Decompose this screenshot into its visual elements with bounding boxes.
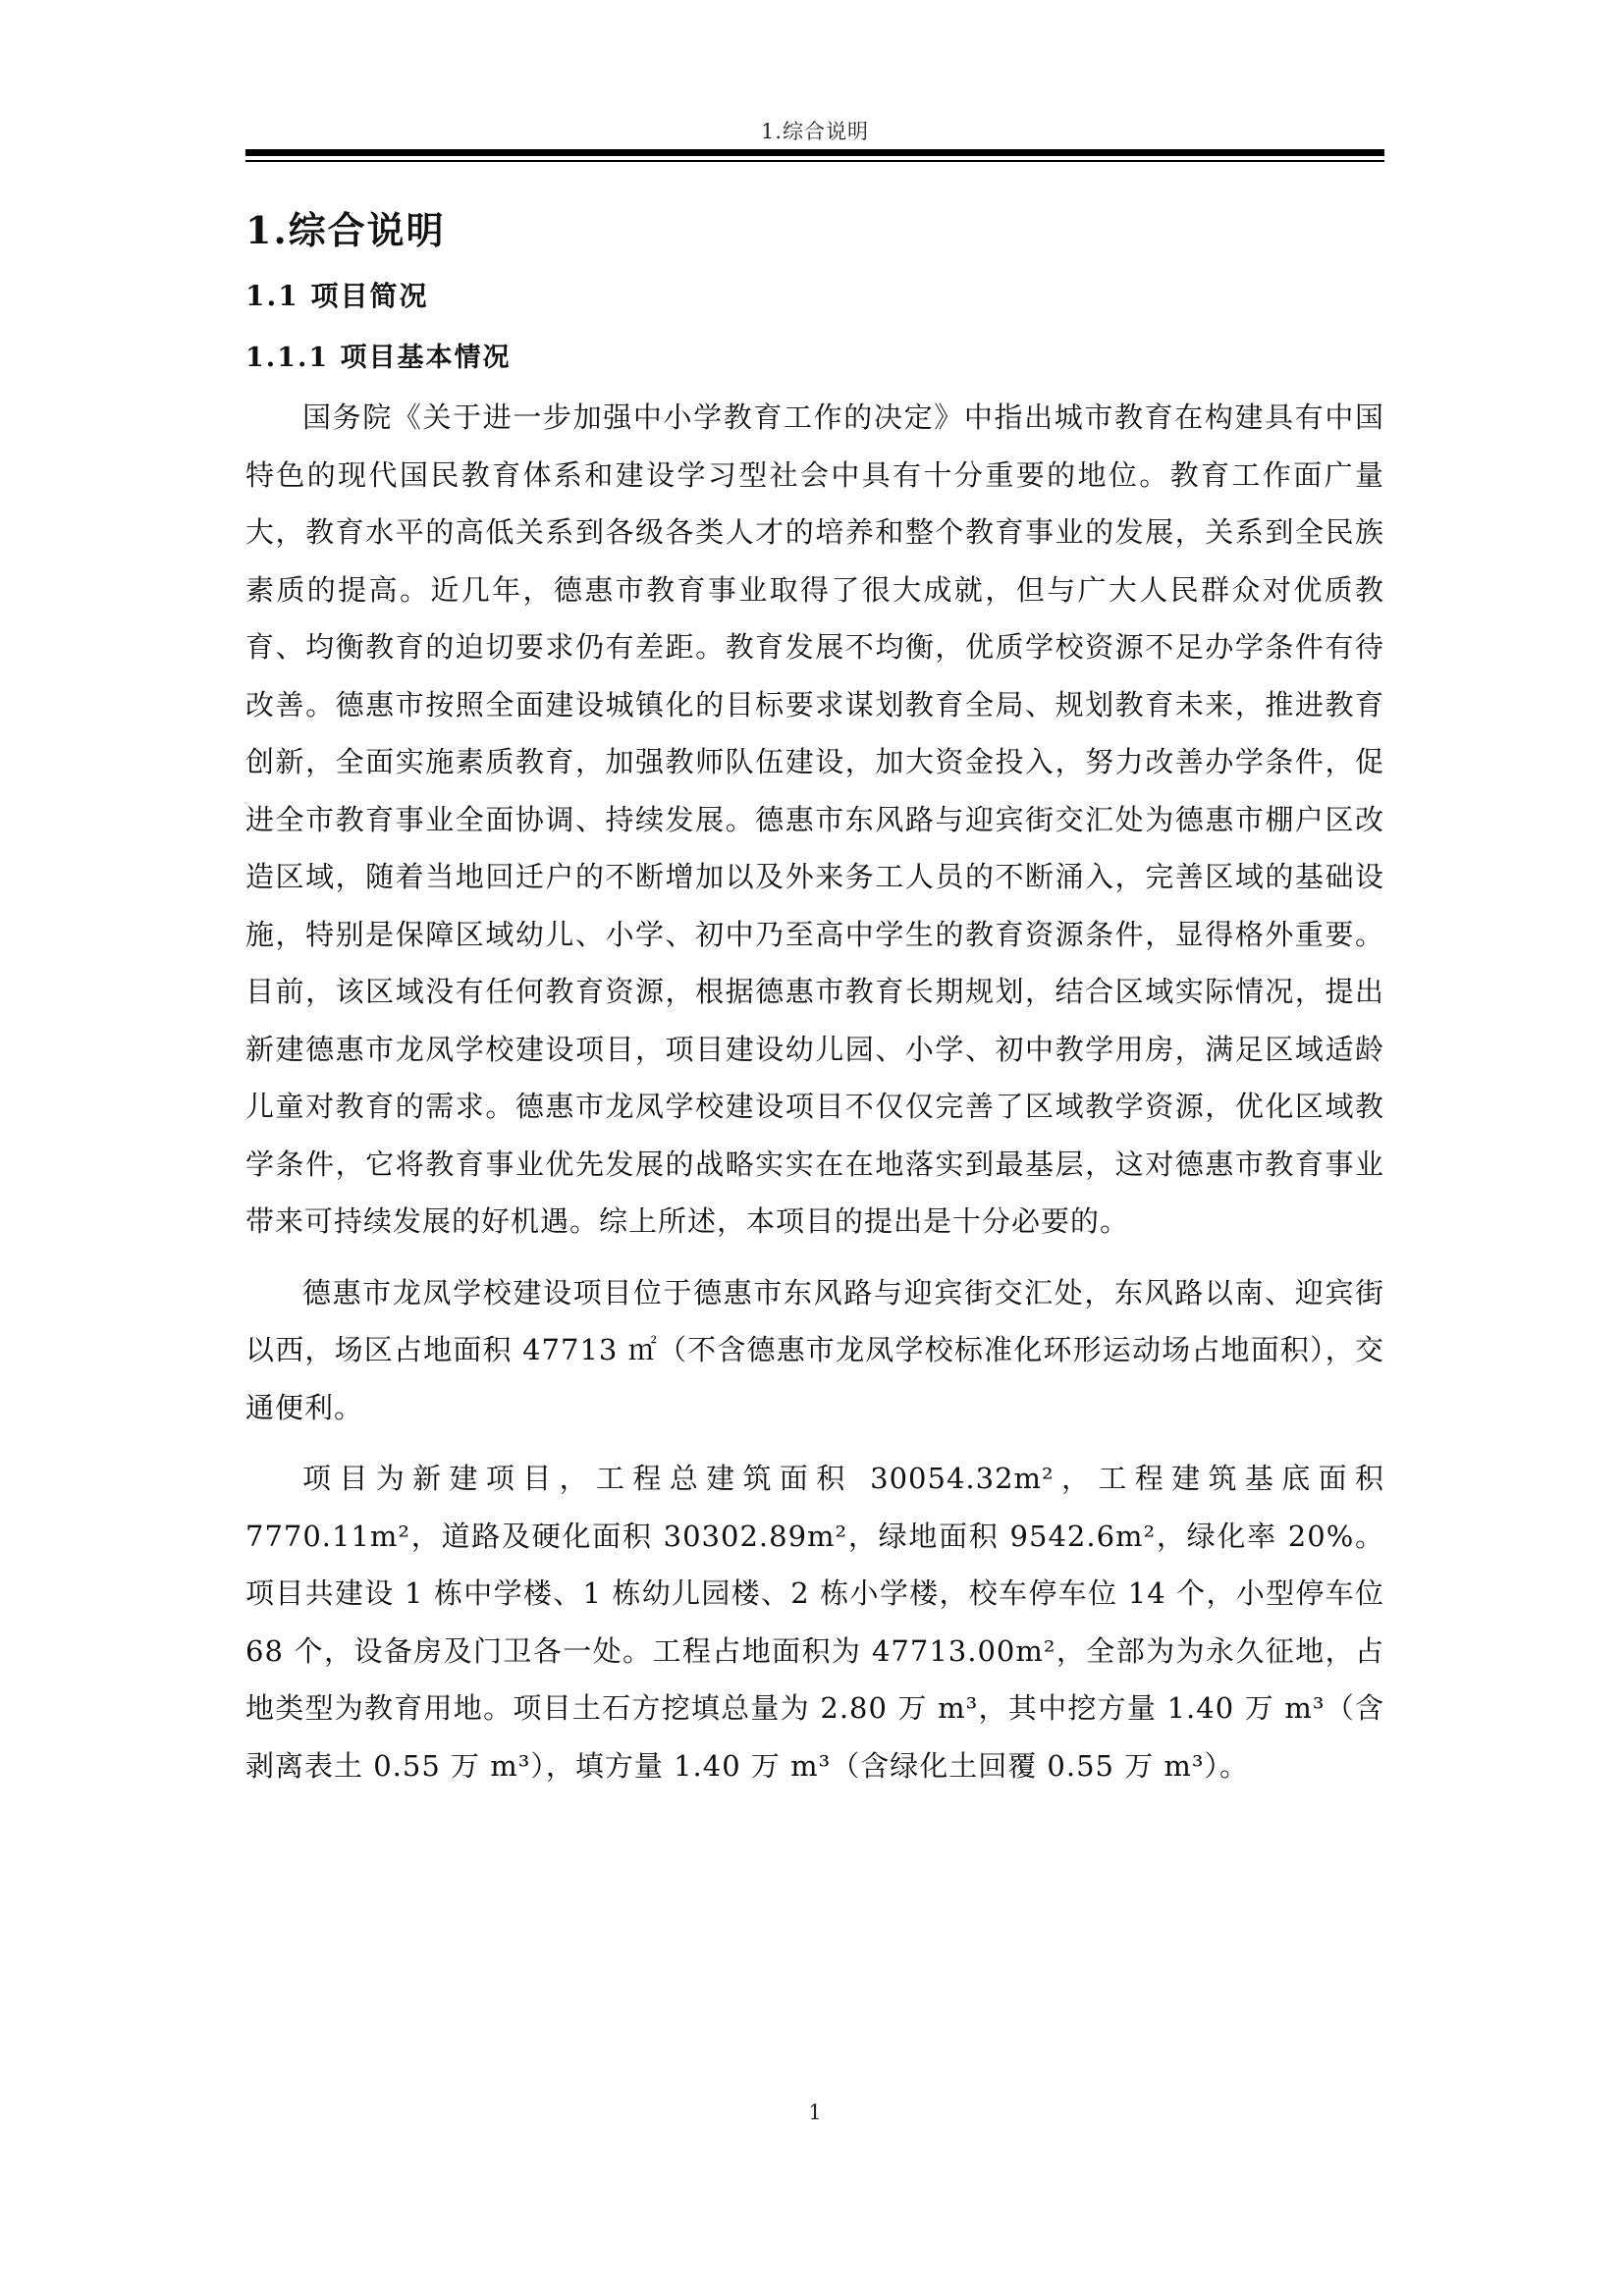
header-rule-thin (245, 160, 1384, 162)
section-title: 1.1 项目简况 (245, 280, 429, 312)
subsection-title: 1.1.1 项目基本情况 (245, 343, 512, 373)
running-header: 1.综合说明 (760, 120, 870, 143)
header-rule-thick (245, 149, 1384, 156)
paragraph-background: 国务院《关于进一步加强中小学教育工作的决定》中指出城市教育在构建具有中国特色的现代国民教育体系和建设学习型社会中具有十分重要的地位。教育工作面广量大，教育水平的高低关系到各级各类人才的培养和整个教育事业的发展，关系到全民族素质的提高。近几年，德惠市教育事业取得了很大成就，但与广大人民群众对优质教育、均衡教育的迫切要求仍有差距。教育发展不均衡，优质学校资源不足办学条件有待改善。德惠市按照全面建设城镇化的目标要求谋划教育全局、规划教育未来，推进教育创新，全面实施素质教育，加强教师队伍建设，加大资金投入，努力改善办学条件，促进全市教育事业全面协调、持续发展。德惠市东风路与迎宾街交汇处为德惠市棚户区改造区域，随着当地回迁户的不断增加以及外来务工人员的不断涌入，完善区域的基础设施，特别是保障区域幼儿、小学、初中乃至高中学生的教育资源条件，显得格外重要。目前，该区域没有任何教育资源，根据德惠市教育长期规划，结合区域实际情况，提出新建德惠市龙凤学校建设项目，项目建设幼儿园、小学、初中教学用房，满足区域适龄儿童对教育的需求。德惠市龙凤学校建设项目不仅仅完善了区域教学资源，优化区域教学条件，它将教育事业优先发展的战略实实在在地落实到最基层，这对德惠市教育事业带来可持续发展的好机遇。综上所述，本项目的提出是十分必要的。 (245, 400, 1384, 1238)
paragraph-scale: 项目为新建项目，工程总建筑面积 30054.32m²，工程建筑基底面积 7770.11m²，道路及硬化面积 30302.89m²，绿地面积 9542.6m²，绿化率 20%。项目共建设 1 栋中学楼、1 栋幼儿园楼、2 栋小学楼，校车停车位 14 个，小型停车位 68 个，设备房及门卫各一处。工程占地面积为 47713.00m²，全部为为永久征地，占地类型为教育用地。项目土石方挖填总量为 2.80 万 m³，其中挖方量 1.40 万 m³（含剥离表土 0.55 万 m³），填方量 1.40 万 m³（含绿化土回覆 0.55 万 m³）。 (245, 1462, 1384, 1783)
chapter-title: 1.综合说明 (245, 208, 446, 252)
document-body (245, 196, 1384, 1794)
page-number: 1 (808, 2101, 822, 2124)
paragraph-location: 德惠市龙凤学校建设项目位于德惠市东风路与迎宾街交汇处，东风路以南、迎宾街以西，场区占地面积 47713 ㎡（不含德惠市龙凤学校标准化环形运动场占地面积），交通便利。 (245, 1275, 1384, 1424)
